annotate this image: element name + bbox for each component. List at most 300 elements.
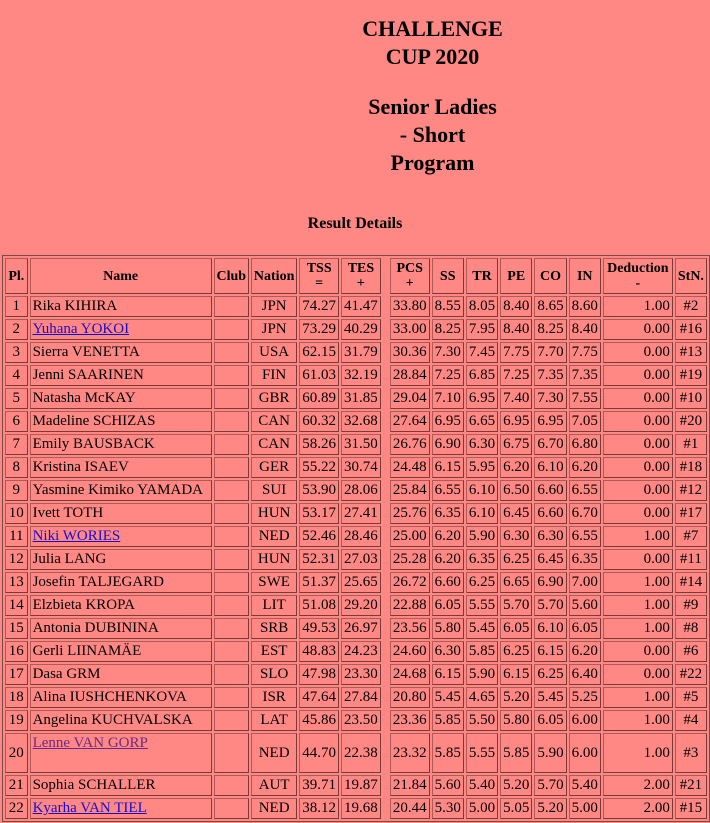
cell-nation: CAN [251, 434, 297, 455]
cell-co: 5.90 [534, 733, 566, 773]
cell-place: 5 [5, 388, 28, 409]
cell-pe: 6.95 [500, 411, 532, 432]
cell-pcs: 24.60 [390, 641, 430, 662]
cell-co: 7.70 [534, 342, 566, 363]
table-row [5, 595, 707, 616]
cell-in: 6.05 [569, 618, 601, 639]
cell-tes: 28.46 [341, 526, 381, 547]
cell-tr: 5.45 [466, 618, 498, 639]
cell-pe: 7.25 [500, 365, 532, 386]
cell-ss: 6.90 [432, 434, 464, 455]
cell-name: Madeline SCHIZAS [30, 411, 212, 432]
cell-club [214, 503, 249, 524]
cell-place: 7 [5, 434, 28, 455]
cell-deduction: 1.00 [603, 618, 673, 639]
column-gap [383, 434, 388, 455]
cell-in: 5.40 [569, 775, 601, 796]
cell-ss: 6.60 [432, 572, 464, 593]
cell-club [214, 733, 249, 773]
cell-nation: SWE [251, 572, 297, 593]
cell-tss: 44.70 [299, 733, 339, 773]
cell-tes: 29.20 [341, 595, 381, 616]
table-row [5, 572, 707, 593]
col-header-co: CO [534, 258, 566, 294]
cell-start-number: #16 [675, 319, 707, 340]
cell-nation: LIT [251, 595, 297, 616]
cell-nation: SUI [251, 480, 297, 501]
cell-pcs: 21.84 [390, 775, 430, 796]
cell-start-number: #3 [675, 733, 707, 773]
col-header-tes-label: TES [347, 261, 375, 276]
cell-co: 7.30 [534, 388, 566, 409]
event-title [0, 15, 710, 71]
cell-in: 6.35 [569, 549, 601, 570]
column-gap [383, 342, 388, 363]
cell-ss: 6.15 [432, 664, 464, 685]
cell-in: 7.00 [569, 572, 601, 593]
cell-start-number: #10 [675, 388, 707, 409]
cell-tes: 24.23 [341, 641, 381, 662]
cell-name: Rika KIHIRA [30, 296, 212, 317]
cell-nation: NED [251, 798, 297, 819]
col-header-tss-op: = [315, 276, 324, 291]
cell-nation: JPN [251, 296, 297, 317]
cell-club [214, 457, 249, 478]
cell-in: 7.75 [569, 342, 601, 363]
column-gap [383, 503, 388, 524]
cell-tss: 62.15 [299, 342, 339, 363]
skater-link[interactable]: Lenne VAN GORP [32, 735, 148, 751]
cell-start-number: #6 [675, 641, 707, 662]
cell-tes: 25.65 [341, 572, 381, 593]
cell-ss: 8.25 [432, 319, 464, 340]
table-row [5, 641, 707, 662]
column-gap [383, 641, 388, 662]
table-row [5, 480, 707, 501]
cell-tr: 6.10 [466, 480, 498, 501]
cell-place: 6 [5, 411, 28, 432]
cell-name [30, 319, 212, 340]
cell-ss: 6.05 [432, 595, 464, 616]
cell-nation: GER [251, 457, 297, 478]
cell-place: 2 [5, 319, 28, 340]
cell-pe: 6.25 [500, 549, 532, 570]
cell-tr: 6.35 [466, 549, 498, 570]
cell-pe: 5.85 [500, 733, 532, 773]
cell-tss: 51.08 [299, 595, 339, 616]
cell-club [214, 296, 249, 317]
cell-place: 17 [5, 664, 28, 685]
cell-club [214, 572, 249, 593]
cell-place: 11 [5, 526, 28, 547]
cell-pcs: 23.56 [390, 618, 430, 639]
cell-tr: 5.50 [466, 710, 498, 731]
cell-club [214, 664, 249, 685]
results-table [2, 255, 710, 822]
cell-pe: 8.40 [500, 319, 532, 340]
column-gap [383, 319, 388, 340]
cell-tss: 73.29 [299, 319, 339, 340]
cell-ss: 8.55 [432, 296, 464, 317]
cell-co: 6.60 [534, 480, 566, 501]
cell-deduction: 0.00 [603, 342, 673, 363]
column-gap [383, 457, 388, 478]
cell-co: 6.70 [534, 434, 566, 455]
table-row [5, 549, 707, 570]
cell-ss: 6.35 [432, 503, 464, 524]
col-header-tss-label: TSS [306, 261, 332, 276]
cell-tr: 6.30 [466, 434, 498, 455]
cell-tss: 52.31 [299, 549, 339, 570]
cell-tr: 5.40 [466, 775, 498, 796]
cell-name: Yasmine Kimiko YAMADA [30, 480, 212, 501]
cell-tr: 5.90 [466, 526, 498, 547]
cell-co: 8.25 [534, 319, 566, 340]
cell-pe: 7.75 [500, 342, 532, 363]
cell-start-number: #12 [675, 480, 707, 501]
cell-in: 6.20 [569, 457, 601, 478]
cell-place: 3 [5, 342, 28, 363]
cell-in: 7.05 [569, 411, 601, 432]
segment-title-line1: Senior Ladies [368, 94, 497, 119]
cell-start-number: #19 [675, 365, 707, 386]
cell-nation: SRB [251, 618, 297, 639]
cell-place: 1 [5, 296, 28, 317]
column-gap [383, 733, 388, 773]
cell-place: 16 [5, 641, 28, 662]
col-header-start-number: StN. [675, 258, 707, 294]
cell-ss: 5.30 [432, 798, 464, 819]
table-header-row [5, 258, 707, 294]
table-row [5, 365, 707, 386]
cell-tes: 27.41 [341, 503, 381, 524]
cell-place: 13 [5, 572, 28, 593]
cell-start-number: #7 [675, 526, 707, 547]
cell-pe: 6.15 [500, 664, 532, 685]
cell-tr: 6.85 [466, 365, 498, 386]
table-row [5, 798, 707, 819]
col-header-tr: TR [466, 258, 498, 294]
cell-place: 18 [5, 687, 28, 708]
cell-tss: 51.37 [299, 572, 339, 593]
page-header [0, 15, 710, 177]
cell-start-number: #4 [675, 710, 707, 731]
cell-pe: 6.75 [500, 434, 532, 455]
cell-pe: 6.25 [500, 641, 532, 662]
cell-ss: 6.55 [432, 480, 464, 501]
cell-ss: 5.60 [432, 775, 464, 796]
segment-title-line2: - Short [399, 122, 466, 147]
cell-tes: 23.30 [341, 664, 381, 685]
cell-deduction: 1.00 [603, 526, 673, 547]
cell-deduction: 1.00 [603, 710, 673, 731]
table-row [5, 411, 707, 432]
cell-name: Kristina ISAEV [30, 457, 212, 478]
cell-pe: 6.65 [500, 572, 532, 593]
cell-place: 21 [5, 775, 28, 796]
column-gap [383, 526, 388, 547]
cell-club [214, 775, 249, 796]
cell-nation: CAN [251, 411, 297, 432]
cell-co: 5.20 [534, 798, 566, 819]
cell-name: Angelina KUCHVALSKA [30, 710, 212, 731]
column-gap [383, 664, 388, 685]
table-row [5, 687, 707, 708]
cell-name: Elzbieta KROPA [30, 595, 212, 616]
cell-tr: 8.05 [466, 296, 498, 317]
cell-tss: 45.86 [299, 710, 339, 731]
cell-pcs: 22.88 [390, 595, 430, 616]
cell-deduction: 0.00 [603, 641, 673, 662]
cell-pcs: 20.44 [390, 798, 430, 819]
cell-name: Alina IUSHCHENKOVA [30, 687, 212, 708]
cell-in: 6.55 [569, 480, 601, 501]
cell-tes: 40.29 [341, 319, 381, 340]
cell-club [214, 687, 249, 708]
cell-ss: 5.80 [432, 618, 464, 639]
cell-tss: 49.53 [299, 618, 339, 639]
cell-club [214, 411, 249, 432]
cell-in: 6.40 [569, 664, 601, 685]
cell-start-number: #5 [675, 687, 707, 708]
cell-tss: 55.22 [299, 457, 339, 478]
cell-tes: 27.03 [341, 549, 381, 570]
cell-deduction: 1.00 [603, 572, 673, 593]
cell-pcs: 23.36 [390, 710, 430, 731]
cell-tr: 6.95 [466, 388, 498, 409]
table-row [5, 526, 707, 547]
cell-club [214, 710, 249, 731]
cell-start-number: #15 [675, 798, 707, 819]
cell-in: 7.55 [569, 388, 601, 409]
results-table-body [5, 296, 707, 819]
cell-tss: 61.03 [299, 365, 339, 386]
cell-pcs: 25.84 [390, 480, 430, 501]
cell-place: 9 [5, 480, 28, 501]
col-header-nation: Nation [251, 258, 297, 294]
cell-tr: 5.95 [466, 457, 498, 478]
col-header-pcs [390, 258, 430, 294]
cell-co: 6.10 [534, 618, 566, 639]
cell-co: 6.15 [534, 641, 566, 662]
cell-co: 5.45 [534, 687, 566, 708]
cell-pcs: 29.04 [390, 388, 430, 409]
column-gap [383, 687, 388, 708]
cell-name [30, 526, 212, 547]
cell-pe: 5.70 [500, 595, 532, 616]
cell-pe: 7.40 [500, 388, 532, 409]
cell-co: 6.10 [534, 457, 566, 478]
cell-nation: AUT [251, 775, 297, 796]
cell-ss: 7.10 [432, 388, 464, 409]
cell-in: 6.00 [569, 733, 601, 773]
cell-ss: 5.45 [432, 687, 464, 708]
table-row [5, 342, 707, 363]
cell-tes: 23.50 [341, 710, 381, 731]
cell-in: 8.40 [569, 319, 601, 340]
cell-tes: 31.79 [341, 342, 381, 363]
cell-club [214, 319, 249, 340]
cell-club [214, 641, 249, 662]
cell-co: 6.45 [534, 549, 566, 570]
cell-club [214, 595, 249, 616]
cell-co: 6.90 [534, 572, 566, 593]
cell-pcs: 28.84 [390, 365, 430, 386]
column-gap [383, 258, 388, 294]
cell-in: 6.70 [569, 503, 601, 524]
cell-deduction: 0.00 [603, 457, 673, 478]
cell-nation: ISR [251, 687, 297, 708]
cell-tr: 7.45 [466, 342, 498, 363]
column-gap [383, 388, 388, 409]
cell-tss: 74.27 [299, 296, 339, 317]
cell-tss: 47.98 [299, 664, 339, 685]
cell-deduction: 1.00 [603, 296, 673, 317]
cell-club [214, 798, 249, 819]
cell-start-number: #22 [675, 664, 707, 685]
skater-link[interactable]: Niki WORIES [32, 528, 121, 544]
cell-place: 12 [5, 549, 28, 570]
cell-pe: 5.05 [500, 798, 532, 819]
cell-in: 8.60 [569, 296, 601, 317]
cell-pcs: 27.64 [390, 411, 430, 432]
cell-tes: 31.50 [341, 434, 381, 455]
cell-ss: 6.30 [432, 641, 464, 662]
table-row [5, 434, 707, 455]
cell-nation: FIN [251, 365, 297, 386]
cell-start-number: #17 [675, 503, 707, 524]
cell-nation: USA [251, 342, 297, 363]
cell-pcs: 26.76 [390, 434, 430, 455]
cell-pe: 5.80 [500, 710, 532, 731]
cell-name: Ivett TOTH [30, 503, 212, 524]
cell-name: Antonia DUBININA [30, 618, 212, 639]
cell-pcs: 26.72 [390, 572, 430, 593]
cell-start-number: #18 [675, 457, 707, 478]
cell-nation: EST [251, 641, 297, 662]
cell-pe: 5.20 [500, 687, 532, 708]
cell-co: 6.95 [534, 411, 566, 432]
cell-co: 8.65 [534, 296, 566, 317]
cell-pe: 6.05 [500, 618, 532, 639]
cell-pcs: 33.80 [390, 296, 430, 317]
cell-nation: NED [251, 733, 297, 773]
cell-tes: 19.87 [341, 775, 381, 796]
cell-deduction: 0.00 [603, 319, 673, 340]
cell-ss: 7.30 [432, 342, 464, 363]
cell-place: 22 [5, 798, 28, 819]
cell-club [214, 526, 249, 547]
cell-deduction: 0.00 [603, 388, 673, 409]
skater-link[interactable]: Yuhana YOKOI [32, 321, 130, 337]
cell-nation: NED [251, 526, 297, 547]
cell-deduction: 0.00 [603, 365, 673, 386]
cell-pcs: 24.68 [390, 664, 430, 685]
cell-club [214, 618, 249, 639]
column-gap [383, 798, 388, 819]
cell-co: 5.70 [534, 595, 566, 616]
cell-nation: HUN [251, 549, 297, 570]
cell-pcs: 33.00 [390, 319, 430, 340]
cell-name: Sierra VENETTA [30, 342, 212, 363]
cell-tr: 5.90 [466, 664, 498, 685]
cell-in: 5.60 [569, 595, 601, 616]
cell-name: Emily BAUSBACK [30, 434, 212, 455]
cell-in: 5.00 [569, 798, 601, 819]
cell-co: 6.25 [534, 664, 566, 685]
cell-start-number: #13 [675, 342, 707, 363]
event-title-line2: CUP 2020 [385, 44, 480, 69]
table-row [5, 296, 707, 317]
cell-pcs: 24.48 [390, 457, 430, 478]
cell-tss: 60.89 [299, 388, 339, 409]
cell-club [214, 342, 249, 363]
cell-name: Natasha McKAY [30, 388, 212, 409]
col-header-pcs-label: PCS [396, 261, 423, 276]
cell-ss: 6.15 [432, 457, 464, 478]
cell-pcs: 25.00 [390, 526, 430, 547]
col-header-deduction-op: - [635, 276, 641, 291]
cell-start-number: #9 [675, 595, 707, 616]
cell-tr: 5.85 [466, 641, 498, 662]
result-details-caption: Result Details [307, 215, 403, 232]
cell-club [214, 480, 249, 501]
cell-name: Josefin TALJEGARD [30, 572, 212, 593]
cell-place: 19 [5, 710, 28, 731]
cell-in: 6.00 [569, 710, 601, 731]
cell-tr: 4.65 [466, 687, 498, 708]
cell-in: 6.55 [569, 526, 601, 547]
cell-co: 6.30 [534, 526, 566, 547]
col-header-pe: PE [500, 258, 532, 294]
cell-pcs: 23.32 [390, 733, 430, 773]
cell-tes: 27.84 [341, 687, 381, 708]
cell-pe: 6.30 [500, 526, 532, 547]
cell-name: Julia LANG [30, 549, 212, 570]
cell-deduction: 0.00 [603, 664, 673, 685]
cell-nation: LAT [251, 710, 297, 731]
cell-deduction: 1.00 [603, 733, 673, 773]
column-gap [383, 411, 388, 432]
cell-start-number: #11 [675, 549, 707, 570]
cell-start-number: #14 [675, 572, 707, 593]
cell-tr: 5.55 [466, 733, 498, 773]
column-gap [383, 775, 388, 796]
cell-tes: 41.47 [341, 296, 381, 317]
cell-tr: 6.65 [466, 411, 498, 432]
cell-nation: JPN [251, 319, 297, 340]
cell-deduction: 1.00 [603, 595, 673, 616]
col-header-club: Club [214, 258, 249, 294]
cell-tss: 58.26 [299, 434, 339, 455]
cell-tr: 7.95 [466, 319, 498, 340]
event-title-line1: CHALLENGE [362, 16, 503, 41]
cell-place: 4 [5, 365, 28, 386]
cell-name: Jenni SAARINEN [30, 365, 212, 386]
col-header-place: Pl. [5, 258, 28, 294]
cell-tes: 26.97 [341, 618, 381, 639]
cell-in: 6.80 [569, 434, 601, 455]
column-gap [383, 549, 388, 570]
col-header-ss: SS [432, 258, 464, 294]
cell-pe: 5.20 [500, 775, 532, 796]
column-gap [383, 710, 388, 731]
table-row [5, 710, 707, 731]
column-gap [383, 365, 388, 386]
col-header-tes-op: + [356, 276, 365, 291]
col-header-deduction-label: Deduction [607, 261, 669, 276]
skater-link[interactable]: Kyarha VAN TIEL [32, 800, 147, 816]
